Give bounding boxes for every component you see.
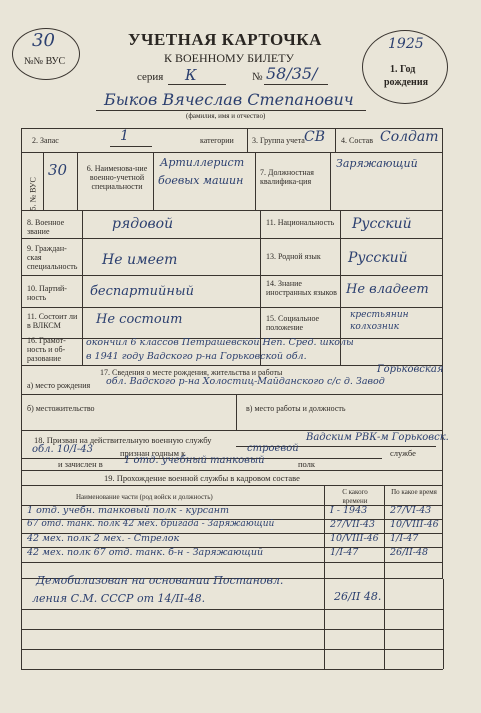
service-row-4-from: 1/I-47 (330, 547, 359, 558)
demob-note-1: Демобилизован на основании Постановл. (36, 574, 284, 587)
civil-spec-label: 9. Граждан-ская специальность (27, 244, 78, 271)
service-row-1-from: I - 1943 (330, 505, 368, 516)
name-caption: (фамилия, имя и отчество) (186, 112, 266, 120)
service-row-2-to: 10/VIII-46 (390, 519, 439, 530)
rank-value: рядовой (112, 216, 174, 232)
vus-label: №№ ВУС (24, 56, 66, 67)
party-value: беспартийный (90, 284, 194, 299)
social-value: крестьянин колхозник (350, 310, 409, 332)
service-row-1-unit: 1 отд. учебн. танковый полк - курсант (27, 505, 230, 516)
native-lang-value: Русский (348, 250, 408, 266)
service-col-to: По какое время (391, 488, 437, 496)
nationality-label: 11. Национальность (266, 218, 335, 227)
service-row-4-unit: 42 мех. полк 67 отд. танк. б-н - Заряжающий (27, 547, 264, 558)
call-line2-a: обл. 10/I-43 (32, 444, 93, 455)
call-line2-label: признан годным к (120, 448, 186, 458)
call-line2-tail: службе (390, 448, 416, 458)
service-col-unit: Наименование части (род войск и должность) (76, 493, 213, 501)
call-line3-label: и зачислен в (58, 459, 103, 469)
residence-label: б) местожительство (27, 404, 95, 413)
languages-label: 14. Знание иностранных языков (266, 279, 337, 297)
zapas-label: 2. Запас (32, 136, 59, 145)
service-col-from: С какого времени (342, 488, 368, 505)
row5-vus-value: 30 (48, 161, 68, 179)
service-heading: 19. Прохождение военной службы в кадровом составе (104, 473, 300, 483)
spec-label: 6. Наименова-ние военно-учетной специальности (86, 164, 148, 191)
spec-value-1: Артиллерист (160, 156, 245, 169)
sostav-label: 4. Состав (341, 136, 374, 145)
languages-value: Не владеет (346, 282, 429, 297)
number-value: 58/35/ (266, 64, 318, 83)
group-label: 3. Группа учета (252, 136, 305, 145)
party-label: 10. Партий-ность (27, 284, 67, 302)
position-value: Заряжающий (336, 157, 418, 170)
service-row-3-unit: 42 мех. полк 2 мех. - Стрелок (27, 533, 180, 544)
birth-year-value: 1925 (388, 36, 424, 52)
sostav-value: Солдат (380, 129, 439, 145)
birthplace-a-label: а) место рождения (27, 381, 91, 390)
number-label: № (252, 71, 263, 83)
service-row-1-to: 27/VI-43 (390, 505, 432, 516)
call-line3-value: 1 отд. учебный танковый (124, 455, 265, 466)
native-lang-label: 13. Родной язык (266, 252, 321, 261)
nationality-value: Русский (352, 216, 412, 232)
service-row-2-unit: 67 отд. танк. полк 42 мех. бригада - Заряжающий (27, 519, 275, 529)
rank-label: 8. Военное звание (27, 218, 65, 236)
group-value: СВ (304, 129, 325, 145)
social-label: 15. Социальное положение (266, 314, 320, 332)
call-line1-value: Вадским РВК-м Горьковск. (306, 432, 449, 443)
full-name: Быков Вячеслав Степанович (104, 90, 354, 109)
series-value: К (185, 66, 197, 84)
birth-year-label-2: рождения (384, 77, 428, 88)
demob-date: 26/II 48. (334, 590, 382, 603)
service-row-4-to: 26/II-48 (390, 547, 429, 558)
birth-year-label: 1. Год (390, 64, 416, 75)
card-title: УЧЕТНАЯ КАРТОЧКА (128, 30, 322, 49)
vlksm-label: 11. Состоит ли в ВЛКСМ (27, 312, 78, 330)
service-row-3-from: 10/VIII-46 (330, 533, 379, 544)
spec-value-2: боевых машин (158, 174, 244, 187)
call-line2-value: строевой (247, 443, 299, 454)
vus-side-label: 5. № ВУС (28, 177, 38, 211)
work-label: в) место работы и должность (246, 404, 346, 413)
vus-number: 30 (32, 30, 55, 51)
series-label: серия (137, 71, 164, 83)
civil-spec-value: Не имеет (102, 252, 178, 268)
position-label: 7. Должностная квалифика-ция (260, 168, 314, 186)
vlksm-value: Не состоит (96, 312, 183, 327)
education-value-1: окончил 6 классов Петрашевской Неп. Сред. школы (86, 337, 354, 348)
education-value-2: в 1941 году Вадского р-на Горьковской обл. (86, 351, 307, 362)
birthplace-heading: 17. Сведения о месте рождения, жительства и работы (100, 368, 283, 377)
zapas-value: 1 (120, 128, 129, 144)
service-row-3-to: 1/I-47 (390, 533, 419, 544)
birthplace-a-value: обл. Вадского р-на Холостиц-Майданского с/с д. Завод (106, 376, 385, 387)
education-label: 16. Грамот-ность и об-разование (27, 336, 66, 363)
card-subtitle: К ВОЕННОМУ БИЛЕТУ (164, 51, 295, 65)
birthplace-heading-hw: Горьковская (377, 364, 444, 375)
call-line3-tail: полк (298, 459, 316, 469)
call-line1-label: 18. Призван на действительную военную службу (34, 435, 212, 445)
service-row-2-from: 27/VII-43 (330, 519, 375, 530)
demob-note-2: ления С.М. СССР от 14/II-48. (32, 592, 206, 605)
category-label: категории (200, 136, 234, 145)
